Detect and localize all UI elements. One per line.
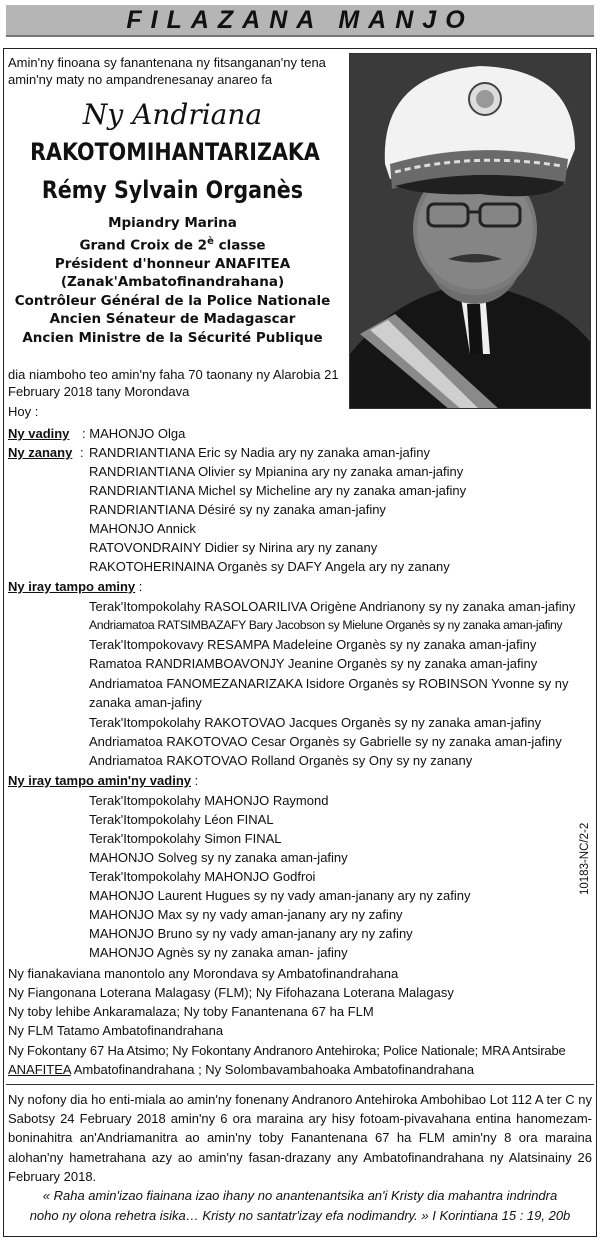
- list-item: MAHONJO Solveg sy ny zanaka aman-jafiny: [89, 850, 348, 865]
- title-line: Grand Croix de $2^è$ classe: [79, 235, 266, 253]
- spouse-value: MAHONJO Olga: [89, 426, 186, 441]
- list-item: MAHONJO Max sy ny vady aman-janany ary ny zafiny: [89, 907, 403, 922]
- title-line: Ancien Sénateur de Madagascar: [49, 311, 296, 327]
- spouse-value-row: : MAHONJO Olga: [82, 426, 186, 441]
- list-item: RANDRIANTIANA Michel sy Micheline ary ny zanaka aman-jafiny: [89, 483, 467, 498]
- bible-quote: « Raha amin'izao fiainana izao ihany no anantenantsika an'i Kristy dia mahantra indrindra noho ny olona rehetra isika… Kristy no santatr'izay efa nodimandry. » I Korintiana 15 : 19, 20b: [29, 1188, 571, 1223]
- list-item: RATOVONDRAINY Didier sy Nirina ary ny zanany: [89, 540, 378, 555]
- list-item: MAHONJO Bruno sy ny vady aman-janany ary ny zafiny: [89, 926, 413, 941]
- list-item: Terak'Itompokolahy RAKOTOVAO Jacques Organès sy ny zanaka aman-jafiny: [89, 715, 542, 730]
- spouse-siblings-label-row: Ny iray tampo amin'ny vadiny :: [8, 773, 199, 788]
- list-item: RAKOTOHERINAINA Organès sy DAFY Angela ary ny zanany: [89, 559, 450, 574]
- spouse-siblings-label: Ny iray tampo amin'ny vadiny: [8, 773, 191, 788]
- list-item: Andriamatoa RATSIMBAZAFY Bary Jacobson sy Mielune Organès sy ny zanaka aman-jafiny: [89, 618, 563, 632]
- group-line: Ny toby lehibe Ankaramalaza; Ny toby Fanantenana 67 ha FLM: [8, 1004, 374, 1019]
- titles-block: [0, 214, 345, 347]
- title-line: Président d'honneur ANAFITEA: [54, 255, 291, 272]
- group-line: ANAFITEA Ambatofinandrahana ; Ny Solombavambahoaka Ambatofinandrahana: [8, 1062, 475, 1077]
- portrait-icon: [350, 54, 591, 409]
- list-item: Terak'Itompokolahy Léon FINAL: [89, 812, 274, 827]
- deceased-surname: RAKOTOMIHANTARIZAKA: [30, 138, 320, 166]
- list-item: Andriamatoa RAKOTOVAO Rolland Organès sy Ony sy ny zanany: [89, 753, 473, 768]
- list-item: Andriamatoa FANOMEZANARIZAKA Isidore Organès sy ROBINSON Yvonne sy ny zanaka aman-jafiny: [89, 676, 569, 711]
- intro-text: Amin'ny finoana sy fanantenana ny fitsanganan'ny tena amin'ny maty no ampandrenesanay anareo fa: [8, 55, 326, 87]
- hoy-label: Hoy :: [8, 404, 39, 419]
- siblings-label: Ny iray tampo aminy: [8, 579, 136, 594]
- spouse-row: [8, 424, 69, 443]
- list-item: Terak'Itompokolahy MAHONJO Godfroi: [89, 869, 316, 884]
- title-line: Ancien Ministre de la Sécurité Publique: [22, 329, 323, 346]
- siblings-label-row: Ny iray tampo aminy :: [8, 579, 143, 594]
- group-line: Ny Fokontany 67 Ha Atsimo; Ny Fokontany Andranoro Antehiroka; Police Nationale; MRA Antsirabe: [8, 1043, 566, 1058]
- list-item: Terak'Itompokolahy MAHONJO Raymond: [89, 793, 329, 808]
- list-item: MAHONJO Laurent Hugues sy ny vady aman-janany ary ny zafiny: [89, 888, 471, 903]
- title-line: (Zanak'Ambatofinandrahana): [60, 274, 285, 290]
- spouse-label: Ny vadiny: [8, 426, 70, 441]
- title-line: Contrôleur Général de la Police Nationale: [14, 292, 331, 309]
- divider: [6, 1084, 594, 1085]
- list-item: Ramatoa RANDRIAMBOAVONJY Jeanine Organès sy ny zanaka aman-jafiny: [89, 656, 538, 671]
- list-item: Terak'Itompokolahy Simon FINAL: [89, 831, 282, 846]
- title-line: Mpiandry Marina: [108, 215, 237, 231]
- list-item: MAHONJO Agnès sy ny zanaka aman- jafiny: [89, 945, 348, 960]
- death-notice: dia niamboho teo amin'ny faha 70 taonany ny Alarobia 21 February 2018 tany Morondava: [8, 367, 339, 399]
- group-line: Ny FLM Tatamo Ambatofinandrahana: [8, 1023, 224, 1038]
- funeral-paragraph: Ny nofony dia ho enti-miala ao amin'ny fonenany Andranoro Antehiroka Ambohibao Lot 112 A ter C ny Sabotsy 24 February 2018 amin'ny 6 ora maraina ary hisy fotoam-pivavahana entina hanomezam-boninahitra an'Andriamanitra ao amin'ny toby Fanantenana 67 ha FLM amin'ny 8 ora maraina alohan'ny hametrahana azy ao amin'ny fasan-drazany any Ambatofinandrahana ny Alatsinainy 26 February 2018.: [8, 1092, 593, 1184]
- list-item: Terak'Itompokolahy RASOLOARILIVA Origène Andrianony sy ny zanaka aman-jafiny: [89, 599, 576, 614]
- header-banner: [6, 5, 594, 37]
- group-line: Ny fianakaviana manontolo any Morondava sy Ambatofinandrahana: [8, 966, 399, 981]
- children-label-row: [8, 443, 72, 462]
- list-item: Terak'Itompokovavy RESAMPA Madeleine Organès sy ny zanaka aman-jafiny: [89, 637, 537, 652]
- list-item: Andriamatoa RAKOTOVAO Cesar Organès sy Gabrielle sy ny zanaka aman-jafiny: [89, 734, 562, 749]
- deceased-firstnames: Rémy Sylvain Organès: [41, 176, 304, 204]
- banner-title: FILAZANA MANJO: [126, 5, 474, 34]
- list-item: RANDRIANTIANA Eric sy Nadia ary ny zanaka aman-jafiny: [89, 445, 431, 460]
- list-item: RANDRIANTIANA Olivier sy Mpianina ary ny zanaka aman-jafiny: [89, 464, 464, 479]
- list-item: MAHONJO Annick: [89, 521, 196, 536]
- side-reference: 10183-NC/2-2: [579, 822, 591, 895]
- children-label: Ny zanany: [8, 445, 73, 460]
- list-item: RANDRIANTIANA Désiré sy ny zanaka aman-jafiny: [89, 502, 386, 517]
- group-line: Ny Fiangonana Loterana Malagasy (FLM); Ny Fifohazana Loterana Malagasy: [8, 985, 454, 1000]
- children-colon: :: [80, 445, 84, 460]
- portrait-photo: [349, 53, 591, 409]
- honorific-title: Ny Andriana: [82, 98, 263, 131]
